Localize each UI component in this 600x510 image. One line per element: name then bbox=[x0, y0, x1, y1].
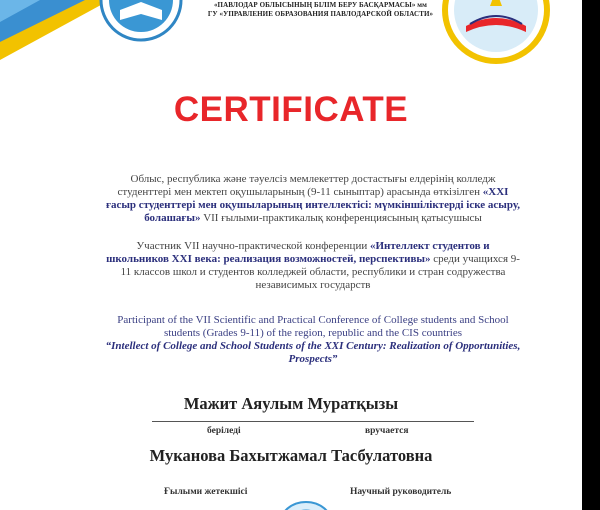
kazakh-text-bold: «XXI ғасыр студенттері мен оқушыларының интеллектісі: мүмкіншіліктерді іске асыру, болашағы» bbox=[105, 186, 521, 224]
kazakh-paragraph bbox=[104, 173, 522, 225]
book-emblem-logo bbox=[440, 0, 552, 70]
label-given-ru: вручается bbox=[365, 426, 409, 436]
russian-text-post: среди учащихся 9-11 классов школ и студентов колледжей области, республики и стран содружества независимых государств bbox=[120, 253, 520, 291]
russian-paragraph bbox=[104, 240, 522, 292]
label-supervisor-ru: Научный руководитель bbox=[350, 487, 452, 497]
recipient-underline bbox=[152, 421, 474, 422]
kazakh-text-pre: Облыс, республика және тәуелсіз мемлекеттер достастығы елдерінің колледж студенттері мен мектеп оқушыларының (9-11 сыныптар) арасында өткізілген bbox=[117, 173, 496, 198]
issuer-header-kz: «ПАВЛОДАР ОБЛЫСЫНЫҢ БІЛІМ БЕРУ БАСҚАРМАСЫ» мм bbox=[213, 1, 428, 9]
bottom-stamp bbox=[278, 500, 334, 510]
label-supervisor-kz: Ғылыми жетекшісі bbox=[164, 487, 248, 497]
supervisor-name: Муканова Бахытжамал Тасбулатовна bbox=[149, 446, 433, 465]
issuer-header bbox=[198, 1, 443, 19]
education-department-logo bbox=[98, 0, 184, 44]
russian-text-bold: «Интеллект студентов и школьников XXI века: реализация возможностей, перспективы» bbox=[106, 240, 490, 265]
corner-decoration bbox=[0, 0, 110, 60]
kazakh-text-post: VII ғылыми-практикалық конференциясының қатысушысы bbox=[200, 212, 482, 224]
label-given-kz: беріледі bbox=[207, 426, 241, 436]
certificate-title: CERTIFICATE bbox=[173, 90, 409, 129]
russian-text-pre: Участник VII научно-практической конференции bbox=[136, 240, 370, 252]
english-subtitle: “Intellect of College and School Students of the XXI Century: Realization of Opportunities, Prospects” bbox=[105, 340, 521, 365]
recipient-name: Мажит Аяулым Муратқызы bbox=[183, 394, 399, 413]
english-text: Participant of the VII Scientific and Practical Conference of College students and School students (Grades 9-11) of the region, republic and the CIS countries bbox=[117, 314, 509, 339]
issuer-header-ru: ГУ «УПРАВЛЕНИЕ ОБРАЗОВАНИЯ ПАВЛОДАРСКОЙ ОБЛАСТИ» bbox=[207, 10, 434, 18]
english-paragraph bbox=[104, 314, 522, 366]
